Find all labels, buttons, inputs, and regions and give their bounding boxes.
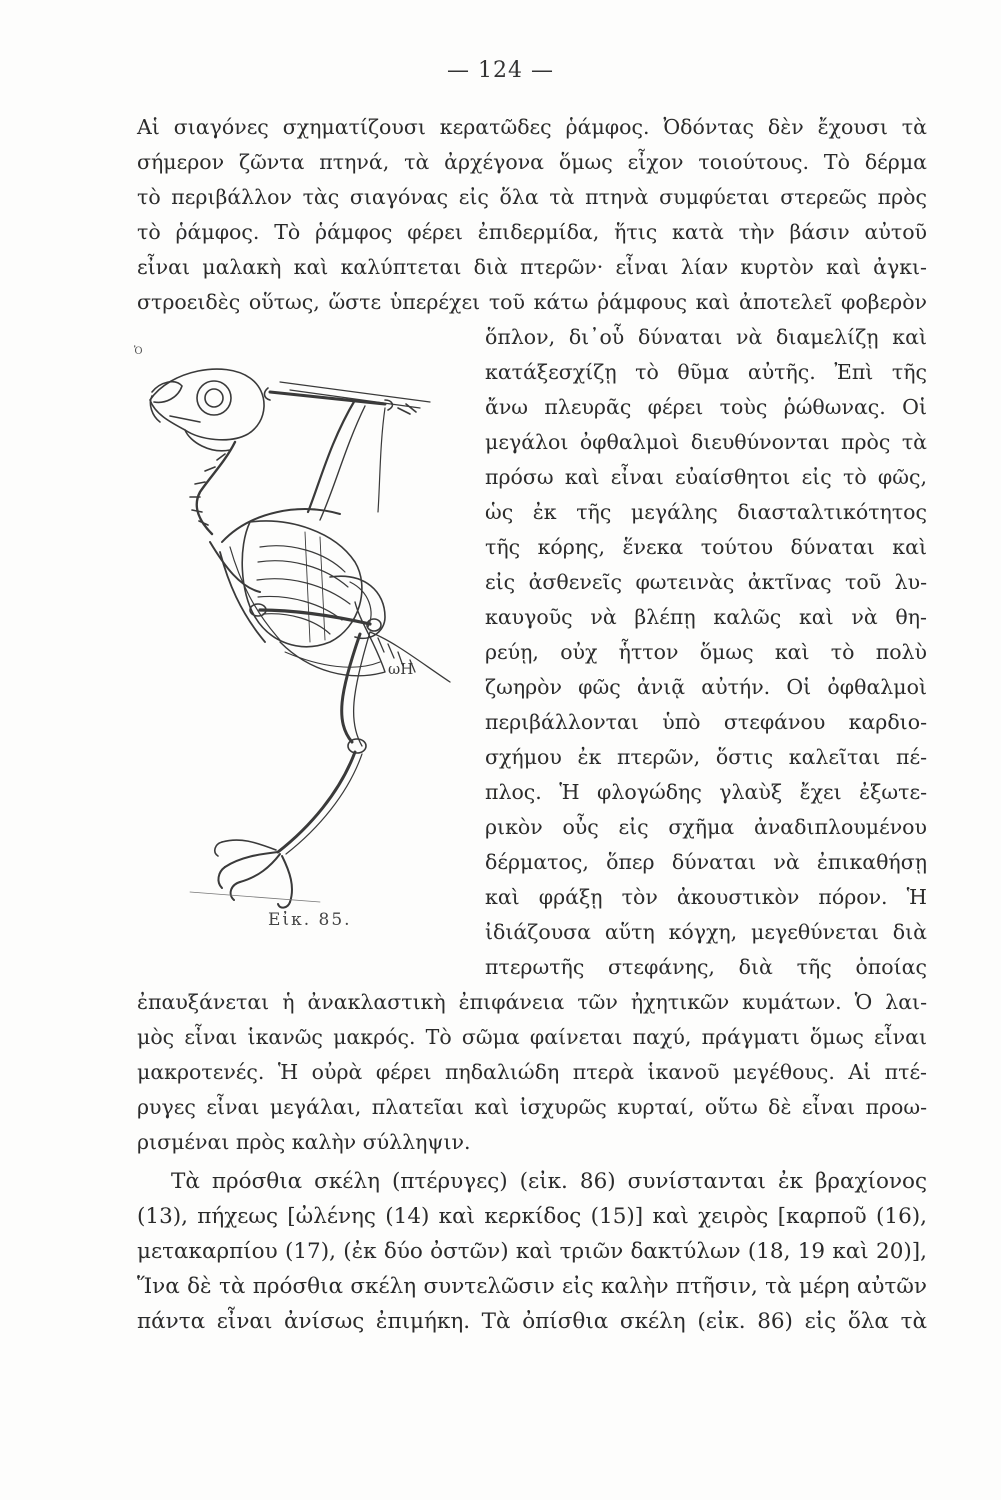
text-line: μετακαρπίου (17), (ἐκ δύο ὀστῶν) καὶ τριῶν δακτύλων (18, 19 καὶ 20)],: [137, 1239, 927, 1264]
text-line: δέρματος, ὅπερ δύναται νὰ ἐπικαθήσῃ: [485, 850, 927, 874]
text-line: ρυγες εἶναι μεγάλαι, πλατεῖαι καὶ ἰσχυρῶς κυρταί, οὕτω δὲ εἶναι προω-: [137, 1095, 927, 1119]
text-line: στροειδὲς οὕτως, ὥστε ὑπερέχει τοῦ κάτω ῥάμφους καὶ ἀποτελεῖ φοβερὸν: [137, 290, 927, 314]
text-line: σήμερον ζῶντα πτηνά, τὰ ἀρχέγονα ὅμως εἶχον τοιούτους. Τὸ δέρμα: [137, 150, 927, 174]
text-line: Τὰ πρόσθια σκέλη (πτέρυγες) (εἰκ. 86) συνίστανται ἐκ βραχίονος: [171, 1169, 927, 1194]
text-line: ρικὸν οὖς εἰς σχῆμα ἀναδιπλουμένου: [485, 815, 927, 839]
figure-caption: Εἰκ. 85.: [268, 910, 352, 930]
owl-skeleton-figure: [130, 342, 475, 917]
text-line: ἐπαυξάνεται ἡ ἀνακλαστικὴ ἐπιφάνεια τῶν ἠχητικῶν κυμάτων. Ὁ λαι-: [137, 990, 927, 1014]
text-line: Αἱ σιαγόνες σχηματίζουσι κερατῶδες ῥάμφος. Ὀδόντας δὲν ἔχουσι τὰ: [137, 115, 927, 139]
text-line: ὡς ἐκ τῆς μεγάλης διασταλτικότητος: [485, 500, 927, 524]
figure-stamp: ωH: [388, 660, 414, 678]
text-line: ἄνω πλευρᾶς φέρει τοὺς ῥώθωνας. Οἱ: [485, 395, 927, 419]
text-line: καὶ φράξῃ τὸν ἀκουστικὸν πόρον. Ἡ: [485, 885, 927, 909]
text-line: εἰς ἀσθενεῖς φωτεινὰς ἀκτῖνας τοῦ λυ-: [485, 570, 927, 594]
text-line: κατάξεσχίζῃ τὸ θῦμα αὐτῆς. Ἐπὶ τῆς: [485, 360, 927, 384]
text-line: ρεύῃ, οὐχ ἧττον ὅμως καὶ τὸ πολὺ: [485, 640, 927, 664]
text-line: ὅπλον, δι᾽οὗ δύναται νὰ διαμελίζῃ καὶ: [485, 325, 927, 349]
text-line: ἰδιάζουσα αὕτη κόγχη, μεγεθύνεται διὰ: [485, 920, 927, 944]
text-line: σχήμου ἐκ πτερῶν, ὅστις καλεῖται πέ-: [485, 745, 927, 769]
text-line: εἶναι μαλακὴ καὶ καλύπτεται διὰ πτερῶν· εἶναι λίαν κυρτὸν καὶ ἀγκι-: [137, 255, 927, 279]
figure-corner-mark: Ὁ: [134, 346, 143, 357]
text-line: καυγοῦς νὰ βλέπῃ καλῶς καὶ νὰ θη-: [485, 605, 927, 629]
text-line: ρισμέναι πρὸς καλὴν σύλληψιν.: [137, 1130, 471, 1154]
text-line: μακροτενές. Ἡ οὐρὰ φέρει πηδαλιώδη πτερὰ ἱκανοῦ μεγέθους. Αἱ πτέ-: [137, 1060, 927, 1084]
text-line: μεγάλοι ὀφθαλμοὶ διευθύνονται πρὸς τὰ: [485, 430, 927, 454]
text-line: (13), πήχεως [ὠλένης (14) καὶ κερκίδος (15)] καὶ χειρὸς [καρποῦ (16),: [137, 1204, 927, 1229]
text-line: περιβάλλονται ὑπὸ στεφάνου καρδιο-: [485, 710, 927, 734]
text-line: ζωηρὸν φῶς ἀνιᾷ αὐτήν. Οἱ ὀφθαλμοὶ: [485, 675, 927, 699]
text-line: τὸ περιβάλλον τὰς σιαγόνας εἰς ὅλα τὰ πτηνὰ συμφύεται στερεῶς πρὸς: [137, 185, 927, 209]
text-line: τὸ ῥάμφος. Τὸ ῥάμφος φέρει ἐπιδερμίδα, ἥτις κατὰ τὴν βάσιν αὐτοῦ: [137, 220, 927, 244]
text-line: πάντα εἶναι ἀνίσως ἐπιμήκη. Τὰ ὀπίσθια σκέλη (εἰκ. 86) εἰς ὅλα τὰ: [137, 1309, 927, 1334]
page-number: — 124 —: [447, 58, 554, 83]
text-line: πρόσω καὶ εἶναι εὐαίσθητοι εἰς τὸ φῶς,: [485, 465, 927, 489]
text-line: τῆς κόρης, ἕνεκα τούτου δύναται καὶ: [485, 535, 927, 559]
text-line: πτερωτῆς στεφάνης, διὰ τῆς ὁποίας: [485, 955, 927, 979]
text-line: μὸς εἶναι ἱκανῶς μακρός. Τὸ σῶμα φαίνεται παχύ, πράγματι ὅμως εἶναι: [137, 1025, 927, 1049]
text-line: πλος. Ἡ φλογώδης γλαὺξ ἔχει ἐξωτε-: [485, 780, 927, 804]
text-line: Ἵνα δὲ τὰ πρόσθια σκέλη συντελῶσιν εἰς καλὴν πτῆσιν, τὰ μέρη αὐτῶν: [137, 1274, 927, 1299]
